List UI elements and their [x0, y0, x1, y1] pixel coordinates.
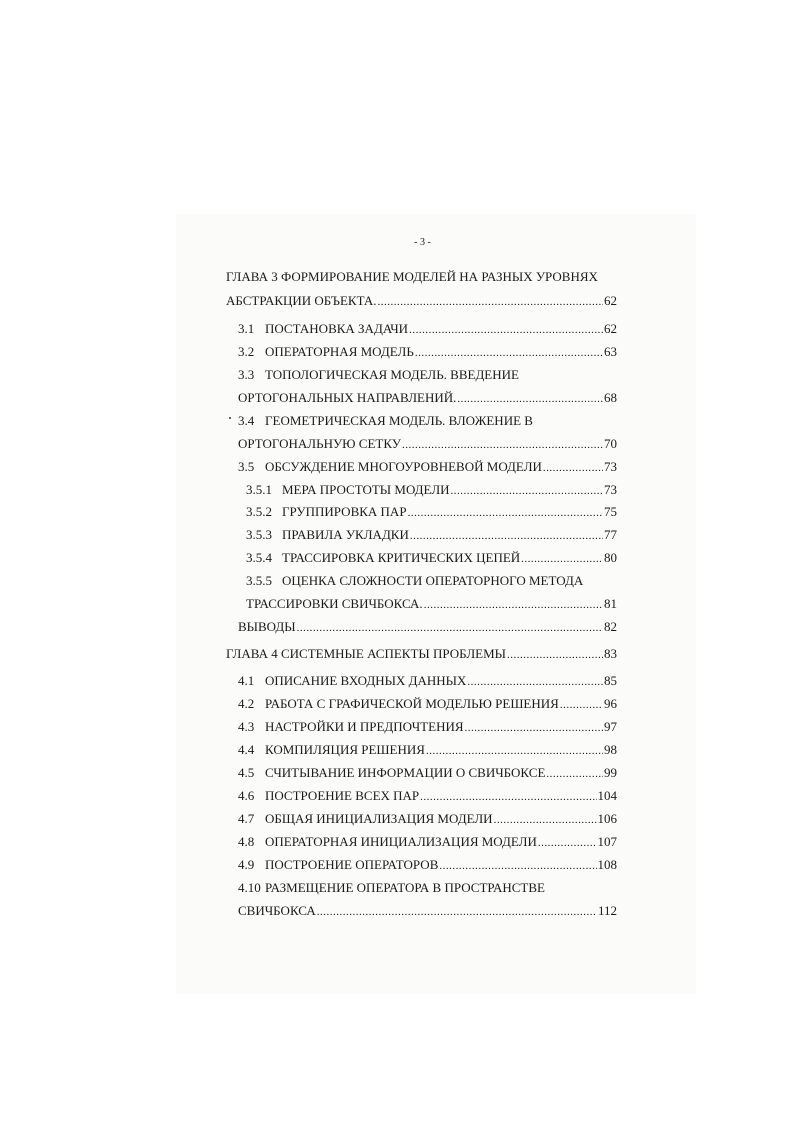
dot-leader [457, 391, 603, 408]
toc-entry-3-3-cont[interactable] [238, 389, 617, 406]
toc-page: 62 [604, 293, 617, 308]
toc-num: 4.5 [238, 765, 255, 780]
dot-leader [409, 322, 603, 339]
toc-entry-4-10[interactable] [238, 879, 617, 896]
toc-entry-3-1[interactable] [238, 320, 617, 337]
toc-text: ОПЕРАТОРНАЯ МОДЕЛЬ [265, 344, 414, 359]
toc-text: СВИЧБОКСА [238, 903, 316, 918]
toc-text: АБСТРАКЦИИ ОБЪЕКТА. [226, 293, 377, 308]
toc-num: 3.3 [238, 367, 255, 382]
dot-leader [317, 904, 597, 921]
toc-text: ТРАССИРОВКИ СВИЧБОКСА. [246, 596, 423, 611]
toc-text: ГЕОМЕТРИЧЕСКАЯ МОДЕЛЬ. ВЛОЖЕНИЕ В [265, 413, 533, 428]
toc-text: ОРТОГОНАЛЬНЫХ НАПРАВЛЕНИЙ. [238, 390, 457, 405]
toc-page: 63 [604, 344, 617, 359]
toc-entry-4-1[interactable] [238, 672, 617, 689]
toc-text: ПОСТРОЕНИЕ ОПЕРАТОРОВ [265, 857, 439, 872]
toc-num: 4.3 [238, 719, 255, 734]
toc-page: 68 [604, 390, 617, 405]
toc-text: ПОСТРОЕНИЕ ВСЕХ ПАР [265, 788, 420, 803]
toc-text: ГЛАВА 3 ФОРМИРОВАНИЕ МОДЕЛЕЙ НА РАЗНЫХ УРОВНЯХ [226, 269, 598, 284]
toc-num: 4.1 [238, 673, 255, 688]
toc-text: ОПЕРАТОРНАЯ ИНИЦИАЛИЗАЦИЯ МОДЕЛИ [265, 834, 537, 849]
toc-page: 96 [604, 696, 617, 711]
dot-leader [415, 345, 603, 362]
toc-entry-3-5[interactable] [238, 458, 617, 475]
dot-leader [465, 720, 603, 737]
toc-entry-4-3[interactable] [238, 718, 617, 735]
toc-chapter-4[interactable] [226, 645, 617, 662]
toc-page: 99 [604, 765, 617, 780]
toc-page: 77 [604, 527, 617, 542]
toc-entry-4-10-cont[interactable] [238, 902, 617, 919]
toc-text: ПОСТАНОВКА ЗАДАЧИ [265, 321, 409, 336]
toc-num: 3.5.2 [246, 504, 272, 519]
toc-entry-3-3[interactable] [238, 366, 617, 383]
dot-leader [420, 789, 596, 806]
toc-page: 62 [604, 321, 617, 336]
toc-text: ВЫВОДЫ [238, 619, 296, 634]
toc-text: ТОПОЛОГИЧЕСКАЯ МОДЕЛЬ. ВВЕДЕНИЕ [265, 367, 519, 382]
toc-text: ОРТОГОНАЛЬНУЮ СЕТКУ [238, 436, 401, 451]
toc-page: 104 [597, 788, 617, 803]
toc-page: 73 [604, 482, 617, 497]
dot-leader [426, 743, 603, 760]
toc-page: 70 [604, 436, 617, 451]
toc-entry-3-5-5-cont[interactable] [246, 595, 617, 612]
dot-leader [408, 505, 603, 522]
toc-page: 80 [604, 550, 617, 565]
toc-entry-3-5-2[interactable] [246, 503, 617, 520]
toc-num: 4.2 [238, 696, 255, 711]
toc-page: 97 [604, 719, 617, 734]
toc-num: 4.4 [238, 742, 255, 757]
toc-entry-4-6[interactable] [238, 787, 617, 804]
toc-num: 4.9 [238, 857, 255, 872]
toc-text: РАБОТА С ГРАФИЧЕСКОЙ МОДЕЛЬЮ РЕШЕНИЯ [265, 696, 559, 711]
toc-page: 112 [597, 903, 617, 918]
toc-num: 4.8 [238, 834, 255, 849]
toc-text: ОЦЕНКА СЛОЖНОСТИ ОПЕРАТОРНОГО МЕТОДА [282, 573, 584, 588]
dot-leader [297, 620, 603, 637]
toc-page: 108 [597, 857, 617, 872]
toc-entry-4-7[interactable] [238, 810, 617, 827]
toc-page: 82 [604, 619, 617, 634]
toc-text: ТРАССИРОВКА КРИТИЧЕСКИХ ЦЕПЕЙ [282, 550, 521, 565]
toc-entry-3-5-5[interactable] [246, 572, 617, 589]
toc-num: 3.2 [238, 344, 255, 359]
dot-leader [451, 483, 603, 500]
toc-num: 3.5.5 [246, 573, 272, 588]
toc-text: НАСТРОЙКИ И ПРЕДПОЧТЕНИЯ [265, 719, 464, 734]
toc-page: 83 [604, 646, 617, 661]
toc-num: 3.5.4 [246, 550, 272, 565]
toc-entry-4-5[interactable] [238, 764, 617, 781]
toc-entry-3-4[interactable] [238, 412, 617, 429]
toc-num: 4.6 [238, 788, 255, 803]
toc-num: 3.5 [238, 459, 255, 474]
toc-page: 81 [604, 596, 617, 611]
dot-leader [378, 294, 604, 311]
toc-entry-3-4-cont[interactable] [238, 435, 617, 452]
toc-text: ПРАВИЛА УКЛАДКИ [282, 527, 409, 542]
toc-text: КОМПИЛЯЦИЯ РЕШЕНИЯ [265, 742, 425, 757]
toc-page: 73 [604, 459, 617, 474]
toc-page: 85 [604, 673, 617, 688]
dot-leader [546, 766, 603, 783]
toc-text: ГРУППИРОВКА ПАР [282, 504, 407, 519]
toc-num: 4.7 [238, 811, 255, 826]
toc-page: 107 [597, 834, 617, 849]
scan-speck [229, 417, 231, 419]
toc-text: ОБСУЖДЕНИЕ МНОГОУРОВНЕВОЙ МОДЕЛИ [265, 459, 542, 474]
toc-entry-4-9[interactable] [238, 856, 617, 873]
toc-entry-3-5-4[interactable] [246, 549, 617, 566]
toc-text: СЧИТЫВАНИЕ ИНФОРМАЦИИ О СВИЧБОКСЕ [265, 765, 546, 780]
dot-leader [402, 437, 603, 454]
toc-entry-3-5-3[interactable] [246, 526, 617, 543]
dot-leader [439, 858, 596, 875]
toc-entry-4-2[interactable] [238, 695, 617, 712]
toc-num: 3.5.3 [246, 527, 272, 542]
toc-entry-conclusions[interactable] [238, 618, 617, 635]
toc-text: ОПИСАНИЕ ВХОДНЫХ ДАННЫХ [265, 673, 467, 688]
toc-entry-3-2[interactable] [238, 343, 617, 360]
dot-leader [538, 835, 597, 852]
toc-page: 106 [597, 811, 617, 826]
toc-text: МЕРА ПРОСТОТЫ МОДЕЛИ [282, 482, 450, 497]
toc-num: 4.10 [238, 880, 261, 895]
dot-leader [507, 647, 603, 664]
dot-leader [543, 460, 603, 477]
dot-leader [410, 528, 603, 545]
toc-entry-4-8[interactable] [238, 833, 617, 850]
toc-entry-4-4[interactable] [238, 741, 617, 758]
dot-leader [521, 551, 603, 568]
page-number: - 3 - [414, 237, 431, 248]
toc-entry-3-5-1[interactable] [246, 481, 617, 498]
toc-num: 3.5.1 [246, 482, 272, 497]
dot-leader [560, 697, 603, 714]
toc-text: РАЗМЕЩЕНИЕ ОПЕРАТОРА В ПРОСТРАНСТВЕ [265, 880, 545, 895]
toc-text: ГЛАВА 4 СИСТЕМНЫЕ АСПЕКТЫ ПРОБЛЕМЫ [226, 646, 506, 661]
dot-leader [467, 674, 603, 691]
toc-num: 3.1 [238, 321, 255, 336]
toc-chapter-3-title[interactable] [226, 268, 617, 285]
toc-text: ОБЩАЯ ИНИЦИАЛИЗАЦИЯ МОДЕЛИ [265, 811, 493, 826]
toc-page: 75 [604, 504, 617, 519]
toc-num: 3.4 [238, 413, 255, 428]
toc-page: 98 [604, 742, 617, 757]
dot-leader [494, 812, 597, 829]
toc-chapter-3-title-cont[interactable] [226, 292, 617, 309]
dot-leader [424, 597, 603, 614]
